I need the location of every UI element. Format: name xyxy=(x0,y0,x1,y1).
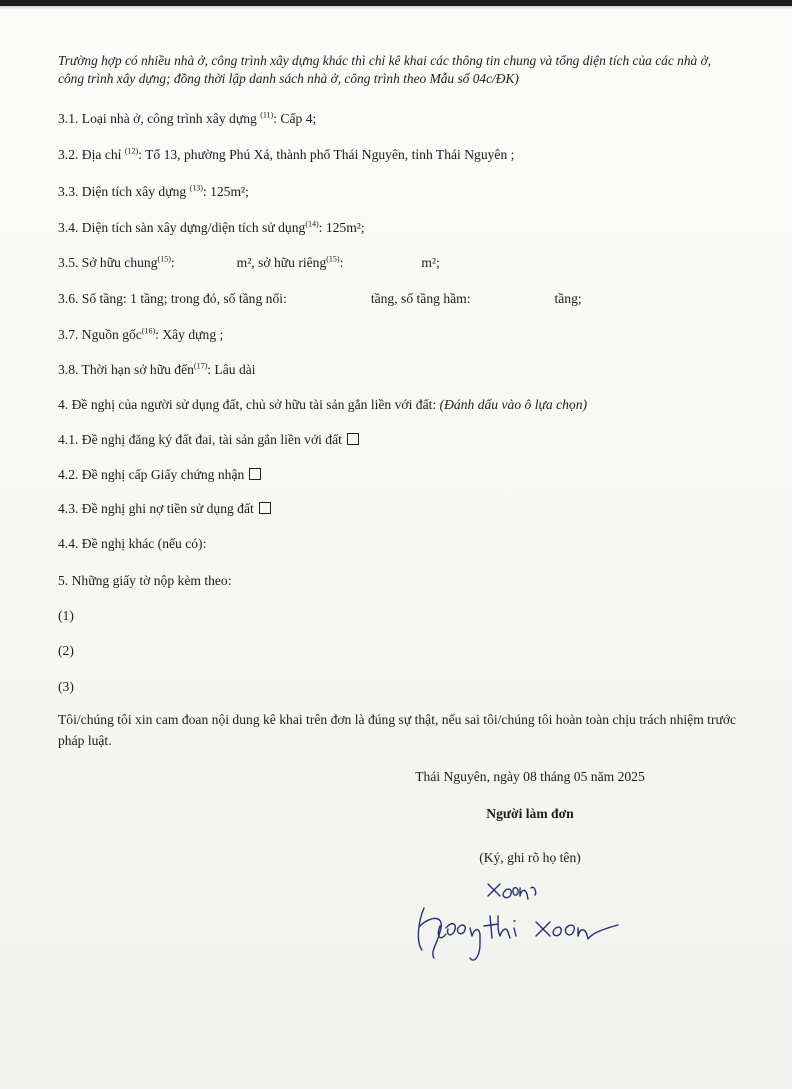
item-3-5: 3.5. Sở hữu chung$^{(15)}$: m², sở hữu riêng$^{(15)}$: m²; xyxy=(58,254,440,270)
intro-note: Trường hợp có nhiều nhà ở, công trình xây dựng khác thì chỉ kê khai các thông tin chung và tổng diện tích của các nhà ở, công trình xây dựng; đồng thời lập danh sách nhà ở, công trình theo Mẫu số 04c/ĐK) xyxy=(58,53,712,86)
item-3-1: 3.1. Loại nhà ở, công trình xây dựng $^{(11)}$: Cấp 4; xyxy=(58,110,317,126)
item-5-heading: 5. Những giấy tờ nộp kèm theo: xyxy=(58,573,232,588)
item-4-3: 4.3. Đề nghị ghi nợ tiền sử dụng đất xyxy=(58,500,271,518)
attachment-1: (1) xyxy=(58,608,74,623)
item-3-7: 3.7. Nguồn gốc$^{(16)}$: Xây dựng ; xyxy=(58,326,224,342)
sign-instruction: (Ký, ghi rõ họ tên) xyxy=(479,850,581,865)
item-3-3: 3.3. Diện tích xây dựng $^{(13)}$: 125m²; xyxy=(58,183,249,199)
item-4-4: 4.4. Đề nghị khác (nếu có): xyxy=(58,536,207,551)
document-page xyxy=(0,6,792,1089)
item-4-2: 4.2. Đề nghị cấp Giấy chứng nhận xyxy=(58,466,261,484)
register-checkbox[interactable] xyxy=(347,433,359,445)
place-date: Thái Nguyên, ngày 08 tháng 05 năm 2025 xyxy=(415,769,645,784)
attachment-3: (3) xyxy=(58,679,74,694)
handwritten-signature xyxy=(410,876,640,976)
declaration-text: Tôi/chúng tôi xin cam đoan nội dung kê khai trên đơn là đúng sự thật, nếu sai tôi/chúng tôi hoàn toàn chịu trách nhiệm trước pháp luật. xyxy=(58,712,737,748)
item-3-4: 3.4. Diện tích sàn xây dựng/diện tích sử dụng$^{(14)}$: 125m²; xyxy=(58,219,365,235)
debt-checkbox[interactable] xyxy=(259,502,271,514)
certificate-checkbox[interactable] xyxy=(249,468,261,480)
item-4-heading: 4. Đề nghị của người sử dụng đất, chủ sở hữu tài sản gắn liền với đất: (Đánh dấu vào ô lựa chọn) xyxy=(58,397,588,412)
item-3-8: 3.8. Thời hạn sở hữu đến$^{(17)}$: Lâu dài xyxy=(58,361,256,377)
item-4-1: 4.1. Đề nghị đăng ký đất đai, tài sản gắn liền với đất xyxy=(58,431,359,449)
item-3-2: 3.2. Địa chỉ $^{(12)}$: Tổ 13, phường Phú Xá, thành phố Thái Nguyên, tỉnh Thái Nguyên ; xyxy=(58,146,515,162)
attachment-2: (2) xyxy=(58,643,74,658)
item-3-6: 3.6. Số tầng: 1 tầng; trong đó, số tầng nổi: tầng, số tầng hầm: tầng; xyxy=(58,291,582,306)
signer-role: Người làm đơn xyxy=(486,806,574,821)
